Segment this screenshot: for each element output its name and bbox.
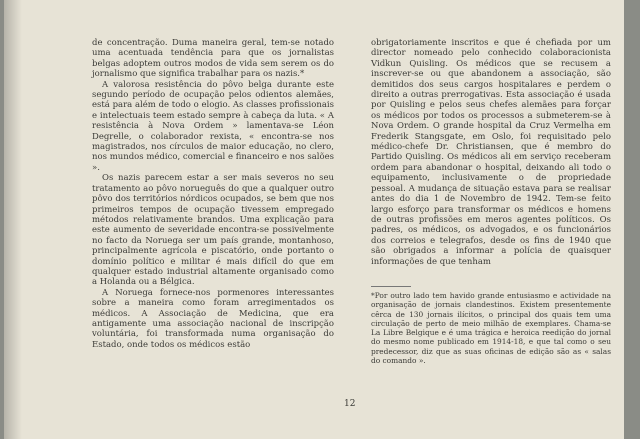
paragraph: de concentração. Duma maneira geral, tem-se notado uma acentuada tendência para que os jornalistas belgas adoptem outros modos de vida sem serem os do jornalismo que significa trabalhar para os nazis.* (92, 38, 334, 80)
page-number: 12 (344, 399, 356, 409)
book-page (4, 0, 624, 439)
paragraph: A valorosa resistência do pôvo belga durante este segundo período de ocupação pelos odientos alemães, está para além de todo o elogio. As classes profissionais e intelectuais teem estado sempre à cabeça da luta. « A resistência à Nova Ordem » lamentava-se Léon Degrelle, o colaborador rexista, « encontra-se nos magistrados, nos círculos de maior educação, no clero, nos mundos médico, comercial e financeiro e nos salões ». (92, 79, 334, 173)
paragraph: A Noruega fornece-nos pormenores interessantes sobre a maneira como foram arregimentados os médicos. A Associação de Medicina, que era antigamente uma associação nacional de inscripção voluntária, foi transformada numa organisação do Estado, onde todos os médicos estão (92, 287, 334, 350)
footnote: *Por outro lado tem havido grande entusiasmo e actividade na organisação de jornais clandestinos. Existem presentemente cêrca de 130 jornais ilícitos, o principal dos quais tem uma circulação de perto de meio milhão de exemplares. Chama-se La Libre Belgique e é uma trágica e heroica reedição do jornal do mesmo nome publicado em 1914-18, e que tal como o seu predecessor, diz que as suas oficinas de edição são as « salas do comando ». (371, 291, 611, 366)
paragraph: Os nazis parecem estar a ser mais severos no seu tratamento ao pôvo norueguês do que a qualquer outro pôvo dos territórios nórdicos ocupados, se bem que nos primeiros tempos de ocupação tivessem empregado métodos relativamente brandos. Uma explicação para este aumento de severidade encontra-se possivelmente no facto da Noruega ser um país grande, montanhoso, principalmente agrícola e piscatório, onde portanto o domínio político e militar é mais difícil do que em qualquer estado industrial altamente organisado como a Holanda ou a Bélgica. (92, 173, 334, 288)
paragraph: obrigatoriamente inscritos e que é chefiada por um director nomeado pelo conhecido colaboracionista Vidkun Quisling. Os médicos que se recusem a inscrever-se ou que abandonem a associação, são demitidos dos seus cargos hospitalares e perdem o direito a outras prerrogativas. Esta associação é usada por Quisling e pelos seus chefes alemães para forçar os médicos por todos os processos a submeterem-se à Nova Ordem. O grande hospital da Cruz Vermelha em Frederik Stangsgate, em Oslo, foi requisitado pelo médico-chefe Dr. Christiansen, que é membro do Partido Quisling. Os médicos ali em serviço receberam ordem para abandonar o hospital, deixando ali todo o equipamento, inclusivamente o de propriedade pessoal. A mudança de situação estava para se realisar antes do dia 1 de Novembro de 1942. Tem-se feito largo esforço para transformar os médicos e homens de outras profissões em meros agentes políticos. Os padres, os médicos, os advogados, e os funcionários dos correios e telegrafos, desde os fins de 1940 que são obrigados a informar a polícia de quaisquer informações de que tenham (371, 38, 611, 267)
footnote-divider (371, 286, 411, 287)
right-text-column (371, 38, 611, 267)
left-text-column (92, 38, 334, 350)
gutter-shadow (4, 0, 22, 439)
